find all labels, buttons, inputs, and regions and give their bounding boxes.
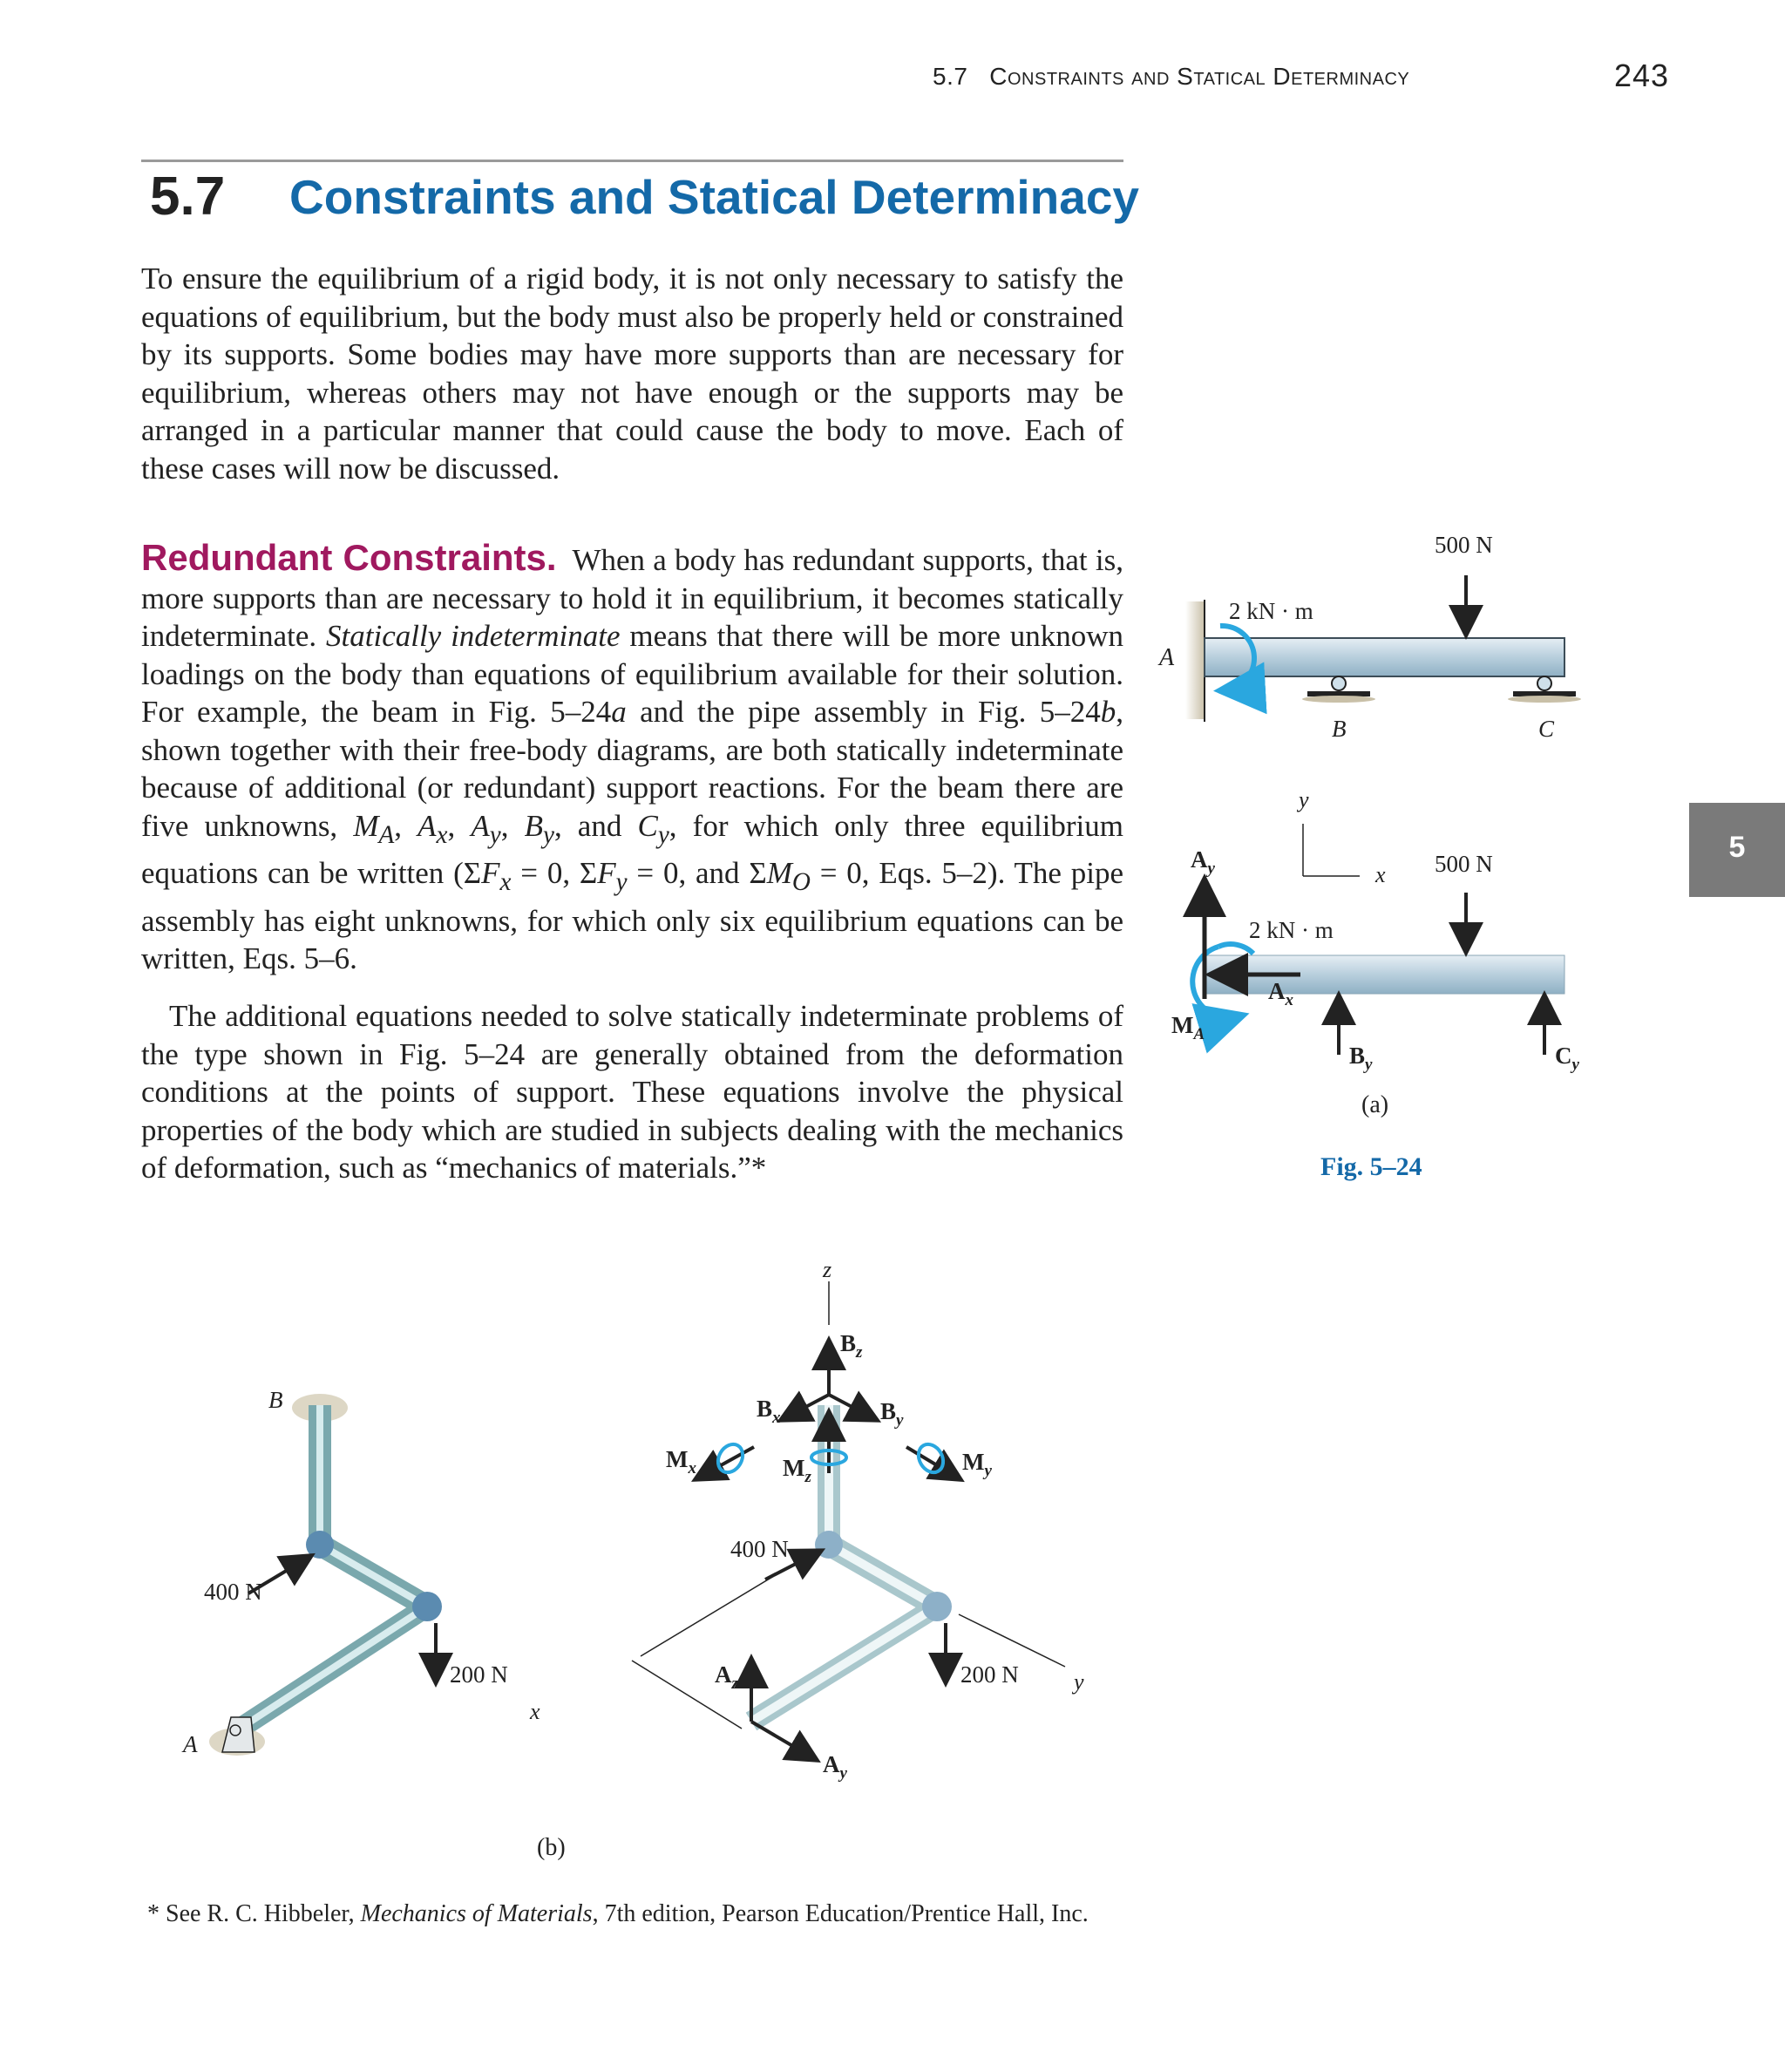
svg-text:My: $M_y$ [962,1449,992,1480]
axis-x-label: x [1375,862,1386,887]
label-a-left: A [183,1731,198,1757]
load-label-top: 500 N [1435,532,1493,558]
load-200-label-left: 200 N [450,1661,508,1688]
label-a: A [1159,644,1175,671]
axis-x-label-3d: x [530,1699,540,1724]
intro-paragraph: To ensure the equilibrium of a rigid body, it is not only necessary to satisfy the equations of equilibrium, but the body must also be properly held or constrained by its supports. Some bodies may have more supports than are necessary for equilibrium, whereas others may not have enough or the supports may be arranged in a particular manner that could cause the body to move. Each of these cases will now be discussed. [141,262,1123,486]
chapter-tab-number: 5 [1728,831,1746,864]
figure-5-24a [1133,514,1673,1194]
axis-z-label: z [823,1257,832,1282]
running-header [933,63,1409,91]
roller-support-b [1302,676,1375,703]
chapter-tab [1689,803,1785,897]
moment-label-top: 2 kN · m [1229,598,1313,624]
section-number: 5.7 [150,166,226,227]
axis-y-label-3d: y [1074,1669,1084,1695]
section-title: Constraints and Statical Determinacy [289,170,1140,224]
svg-text:Ay: $A_y$ [1191,846,1215,878]
label-b: B [1332,716,1347,742]
label-b-left: B [268,1387,283,1413]
running-header-section-title: Constraints and Statical Determinacy [989,63,1410,90]
load-200-label-right: 200 N [960,1661,1019,1688]
svg-text:Cy: $C_y$ [1555,1043,1579,1074]
subcaption-a: (a) [1361,1091,1389,1118]
svg-text:Mz: $M_z$ [783,1455,811,1486]
svg-text:By: $B_y$ [1349,1043,1373,1074]
load-400-label-left: 400 N [204,1579,262,1605]
axes-fbd [1303,824,1360,876]
moment-arrow-fbd-tail [1218,944,1253,954]
deformation-paragraph: The additional equations needed to solve statically indeterminate problems of the type shown in Fig. 5–24 are generally obtained from the deformation conditions at the points of support. These equations involve the physical properties of the body which are studied in subjects dealing with the mechanics of deformation, such as “mechanics of materials.”* [141,999,1123,1185]
label-c: C [1538,716,1555,742]
pipe-assembly-right [751,1405,952,1722]
svg-text:Bx: $B_x$ [757,1396,781,1427]
svg-text:Ax: $A_x$ [1268,978,1293,1009]
moment-label-fbd: 2 kN · m [1249,917,1334,943]
section-rule [141,160,1123,162]
svg-text:Mx: $M_x$ [666,1446,696,1478]
footnote: * See R. C. Hibbeler, Mechanics of Materials, 7th edition, Pearson Education/Prentice Hall, Inc. [141,1900,1089,1927]
pipe-assembly-left [209,1394,442,1756]
svg-text:Az: $A_z$ [715,1661,738,1693]
subcaption-b: (b) [537,1834,566,1861]
runin-heading-redundant-constraints: Redundant Constraints. [141,537,557,578]
running-header-section-number: 5.7 [933,63,968,90]
svg-text:By: $B_y$ [880,1398,904,1430]
beam-top [1205,638,1564,676]
svg-text:MA: $M_A$ [1171,1012,1205,1043]
page-number: 243 [1614,58,1670,93]
roller-support-c [1508,676,1581,703]
load-400-label-right: 400 N [730,1536,789,1562]
fixed-wall-a [1185,600,1205,722]
redundant-constraints-paragraph: Redundant Constraints. When a body has redundant supports, that is, more supports than are necessary to hold it in equilibrium, it becomes statically indeterminate. Statically indeterminate means that there will be more unknown loadings on the body than equations of equilibrium available for their solution. For example, the beam in Fig. 5–24a and the pipe assembly in Fig. 5–24b, shown together with their free-body diagrams, are both statically indeterminate because of additional (or redundant) support reactions. For the beam there are five unknowns, $M_A$, $A_x$, $A_y$, $B_y$, and $C_y$, for which only three equilibrium equations can be written ($\Sigma F_x = 0$, $\Sigma F_y = 0$, and $\Sigma M_O = 0$, Eqs. 5–2). The pipe assembly has eight unknowns, for which only six equilibrium equations can be written, Eqs. 5–6. [141,537,1123,975]
svg-text:Bz: $B_z$ [840,1330,863,1362]
svg-text:Ay: $A_y$ [823,1751,847,1783]
figure-caption: Fig. 5–24 [1320,1152,1422,1181]
axis-y-label: y [1299,787,1309,812]
load-label-fbd: 500 N [1435,851,1493,877]
figure-5-24b [166,1247,1159,1874]
